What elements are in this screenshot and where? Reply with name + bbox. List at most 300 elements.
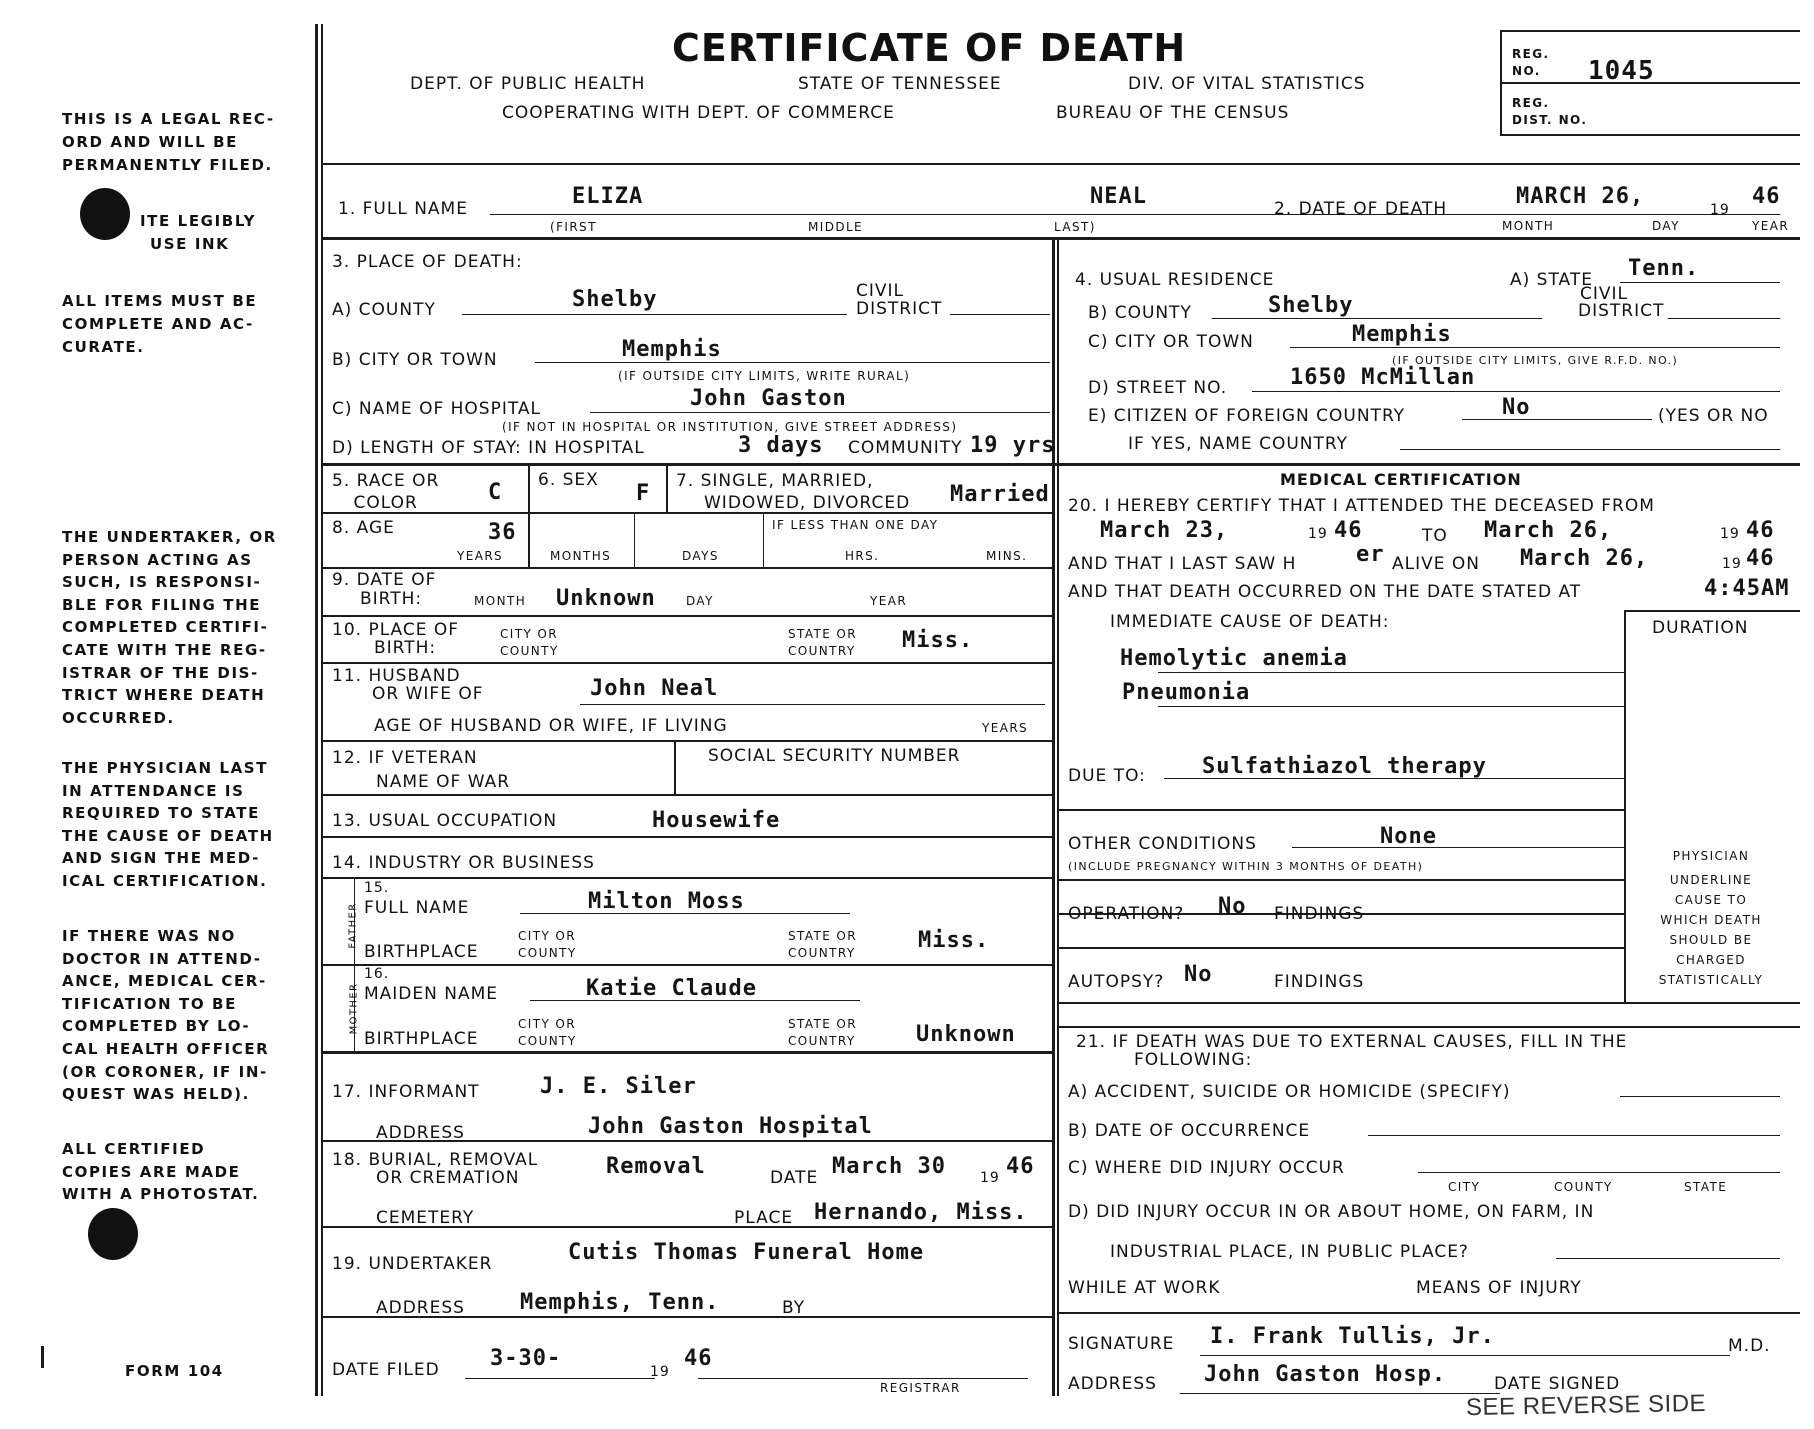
state-or-caption: STATE OR	[788, 627, 858, 641]
col-ssn	[674, 742, 676, 794]
operation-label: OPERATION?	[1068, 904, 1185, 924]
industry-label: 14. INDUSTRY OR BUSINESS	[332, 853, 595, 873]
mins-caption: MINS.	[986, 549, 1028, 563]
city-value: Memphis	[622, 337, 722, 362]
rule-occupation	[323, 836, 1053, 838]
less-than-day-caption: IF LESS THAN ONE DAY	[772, 518, 939, 532]
pob-caption-2: BIRTH:	[374, 638, 437, 658]
informant-address-label: ADDRESS	[376, 1123, 465, 1143]
burial-value: Removal	[606, 1154, 706, 1179]
undertaker-address-value: Memphis, Tenn.	[520, 1290, 720, 1315]
veteran-label	[332, 746, 510, 794]
res-city-label: C) CITY OR TOWN	[1088, 332, 1254, 352]
district-caption: DISTRICT	[856, 299, 943, 319]
ul-city	[535, 362, 1050, 363]
sex-value: F	[636, 481, 651, 506]
margin-line: TRICT WHERE DEATH	[62, 686, 266, 705]
rule-op-findings	[1059, 947, 1624, 949]
middle-caption: MIDDLE	[808, 220, 864, 234]
undertaker-label: 19. UNDERTAKER	[332, 1254, 493, 1274]
res-city-value: Memphis	[1352, 322, 1452, 347]
birth-state-value: Miss.	[902, 628, 974, 653]
margin-line: ALL CERTIFIED	[62, 1140, 206, 1158]
margin-line: ALL ITEMS MUST BE	[62, 292, 258, 310]
rule-veteran	[323, 794, 1053, 796]
place-of-death-label: 3. PLACE OF DEATH:	[332, 252, 523, 272]
operation-value: No	[1218, 894, 1247, 919]
citizen-value: No	[1502, 395, 1531, 420]
page-title: CERTIFICATE OF DEATH	[672, 26, 1187, 70]
ext-city-caption: CITY	[1448, 1180, 1481, 1194]
city-or-caption: CITY OR	[500, 627, 558, 641]
age-label: 8. AGE	[332, 518, 395, 538]
res-state-label: A) STATE	[1510, 270, 1593, 290]
ink-blot-bottom	[88, 1208, 138, 1260]
operation-findings-label: FINDINGS	[1274, 904, 1365, 924]
year-caption: YEAR	[1752, 219, 1790, 233]
county-caption: COUNTY	[518, 1034, 577, 1048]
alive-on-label: ALIVE ON	[1392, 554, 1480, 574]
rule-signature	[1059, 1312, 1800, 1314]
ext-state-caption: STATE	[1684, 1180, 1728, 1194]
rule-mother	[323, 1051, 1053, 1054]
street-label: D) STREET NO.	[1088, 378, 1228, 398]
county-caption: COUNTY	[518, 946, 577, 960]
while-at-work-label: WHILE AT WORK	[1068, 1278, 1221, 1298]
rule-pob	[323, 662, 1053, 664]
margin-line: CURATE.	[62, 338, 145, 356]
margin-line: ITE LEGIBLY	[140, 212, 257, 230]
city-or-caption: CITY OR	[518, 1017, 576, 1031]
death-19: 19	[1710, 202, 1730, 218]
district-caption: DISTRICT	[1578, 301, 1665, 321]
ext-b-label: B) DATE OF OCCURRENCE	[1068, 1121, 1311, 1141]
note-line: SHOULD BE	[1669, 933, 1753, 947]
full-name-label: 1. FULL NAME	[338, 199, 468, 219]
rule-place	[323, 463, 1800, 466]
citizen-label: E) CITIZEN OF FOREIGN COUNTRY	[1088, 406, 1406, 426]
see-reverse-stamp: SEE REVERSE SIDE	[1465, 1389, 1707, 1422]
note-line: STATISTICALLY	[1658, 973, 1764, 987]
margin-line: THIS IS A LEGAL REC-	[62, 110, 275, 128]
ul-district	[950, 314, 1050, 315]
by-label: BY	[782, 1298, 806, 1318]
md-label: M.D.	[1728, 1336, 1771, 1356]
county-label: A) COUNTY	[332, 300, 436, 320]
yes-no-label: (YES OR NO	[1658, 406, 1769, 426]
reg-dist-label: REG. DIST. NO.	[1512, 96, 1588, 127]
ul-cause2	[1158, 706, 1624, 707]
rule-due	[1059, 809, 1624, 811]
attend-from-value: March 23,	[1100, 518, 1229, 543]
means-of-injury-label: MEANS OF INJURY	[1416, 1278, 1582, 1298]
city-note: (IF OUTSIDE CITY LIMITS, WRITE RURAL)	[618, 369, 911, 383]
margin-line: CAL HEALTH OFFICER	[62, 1039, 270, 1058]
race-caption: 5. RACE OR	[332, 471, 440, 491]
note-line: PHYSICIAN	[1672, 849, 1750, 863]
duration-top	[1624, 610, 1800, 612]
alive-year: 46	[1746, 546, 1775, 571]
if-yes-label: IF YES, NAME COUNTRY	[1128, 434, 1348, 452]
father-birth-value: Miss.	[918, 928, 990, 953]
note-line: CAUSE TO	[1674, 893, 1748, 907]
mother-state-country	[788, 1016, 857, 1050]
margin-line: COMPLETE AND AC-	[62, 315, 254, 333]
date-filed-label: DATE FILED	[332, 1360, 440, 1380]
reg-box-top	[1500, 30, 1800, 32]
civil-caption: CIVIL	[1580, 284, 1628, 304]
ext-d-label-1: D) DID INJURY OCCUR IN OR ABOUT HOME, ON FARM, IN	[1068, 1202, 1595, 1222]
margin-all-items	[62, 290, 257, 359]
other-conditions-value: None	[1380, 824, 1437, 849]
autopsy-label: AUTOPSY?	[1068, 972, 1165, 992]
note-line: WHICH DEATH	[1660, 913, 1762, 927]
dob-day-caption: DAY	[686, 594, 714, 608]
duration-col	[1624, 610, 1626, 1002]
rule-spouse	[323, 740, 1053, 742]
maiden-name-label: MAIDEN NAME	[364, 984, 499, 1004]
burial-caption-1: 18. BURIAL, REMOVAL	[332, 1150, 539, 1170]
ul-res-district	[1668, 318, 1780, 319]
margin-line: COMPLETED CERTIFI-	[62, 618, 269, 637]
ul-ext-d	[1556, 1258, 1780, 1259]
dob-value: Unknown	[556, 586, 656, 611]
ul-cause1	[1158, 672, 1624, 673]
dob-label	[332, 571, 436, 609]
margin-line: PERMANENTLY FILED.	[62, 156, 273, 174]
ul-res-county	[1212, 318, 1542, 319]
margin-line: THE UNDERTAKER, OR	[62, 528, 277, 546]
attend-to-value: March 26,	[1484, 518, 1613, 543]
usual-residence-label: 4. USUAL RESIDENCE	[1075, 270, 1275, 290]
margin-line: OCCURRED.	[62, 708, 175, 727]
margin-line: IF THERE WAS NO	[62, 927, 236, 945]
registrar-caption: REGISTRAR	[880, 1381, 961, 1395]
margin-physician-note	[62, 757, 274, 893]
to-label: TO	[1422, 526, 1448, 546]
signature-value: I. Frank Tullis, Jr.	[1210, 1324, 1495, 1349]
dob-caption-1: 9. DATE OF	[332, 570, 437, 590]
rule-dob	[323, 615, 1053, 617]
margin-line: ISTRAR OF THE DIS-	[62, 663, 259, 682]
ext-county-caption: COUNTY	[1554, 1180, 1613, 1194]
due-to-value: Sulfathiazol therapy	[1202, 754, 1487, 779]
autopsy-value: No	[1184, 962, 1213, 987]
form-number: FORM 104	[125, 1362, 224, 1380]
attend-from-year: 46	[1334, 518, 1363, 543]
length-of-stay-label: D) LENGTH OF STAY: IN HOSPITAL	[332, 438, 645, 458]
day-caption: DAY	[1652, 219, 1680, 233]
ext-d-label-2: INDUSTRIAL PLACE, IN PUBLIC PLACE?	[1110, 1242, 1469, 1262]
burial-label	[332, 1151, 538, 1187]
margin-line: WITH A PHOTOSTAT.	[62, 1185, 260, 1204]
race-value: C	[488, 480, 503, 505]
country-caption: COUNTRY	[788, 946, 856, 960]
spouse-label	[332, 667, 484, 703]
margin-line: (OR CORONER, IF IN-	[62, 1062, 268, 1081]
marital-caption-1: 7. SINGLE, MARRIED,	[676, 471, 874, 491]
cause2-value: Pneumonia	[1122, 680, 1251, 705]
years-caption: YEARS	[457, 549, 504, 563]
country-caption: COUNTRY	[788, 644, 856, 658]
pob-state-country	[788, 626, 857, 660]
duration-label: DURATION	[1652, 618, 1749, 638]
marital-caption-2: WIDOWED, DIVORCED	[704, 493, 911, 513]
state-label: STATE OF TENNESSEE	[798, 74, 1002, 94]
state-or-caption: STATE OR	[788, 1017, 858, 1031]
place-label: PLACE	[734, 1208, 794, 1228]
occupation-value: Housewife	[652, 808, 781, 833]
ul-ext-b	[1368, 1135, 1780, 1136]
physician-underline-note	[1636, 846, 1786, 990]
hospital-label: C) NAME OF HOSPITAL	[332, 399, 542, 419]
stay-days-value: 3 days	[738, 433, 824, 458]
note-line: UNDERLINE	[1669, 873, 1753, 887]
informant-address-value: John Gaston Hospital	[588, 1114, 873, 1139]
date-of-death-label: 2. DATE OF DEATH	[1274, 199, 1448, 219]
burial-date-label: DATE	[770, 1168, 819, 1188]
margin-undertaker-note	[62, 526, 277, 729]
ul-ext-c	[1418, 1172, 1780, 1173]
mother-caption: MOTHER	[348, 982, 360, 1035]
age-value: 36	[488, 520, 517, 545]
ul-phys-address	[1180, 1393, 1500, 1394]
civil-caption: CIVIL	[856, 281, 904, 301]
burial-caption-2: OR CREMATION	[376, 1168, 520, 1188]
due-to-label: DUE TO:	[1068, 766, 1146, 786]
days-caption: DAYS	[682, 549, 719, 563]
rule-name	[323, 237, 1800, 240]
attend-to-year: 46	[1746, 518, 1775, 543]
pob-label	[332, 621, 459, 657]
dob-month-caption: MONTH	[474, 594, 527, 608]
death-year-value: 46	[1752, 184, 1781, 209]
margin-line: AND SIGN THE MED-	[62, 849, 260, 868]
hospital-value: John Gaston	[690, 386, 847, 411]
margin-line: THE CAUSE OF DEATH	[62, 826, 274, 845]
ul-date	[1497, 214, 1780, 215]
reg-box-bottom	[1500, 134, 1800, 136]
informant-label: 17. INFORMANT	[332, 1082, 480, 1102]
spouse-years-caption: YEARS	[982, 721, 1029, 735]
res-state-value: Tenn.	[1628, 256, 1700, 281]
scan-mark	[41, 1346, 44, 1368]
margin-line: THE PHYSICIAN LAST	[62, 759, 269, 777]
spouse-value: John Neal	[590, 676, 719, 701]
margin-line: USE INK	[150, 235, 230, 253]
city-label: B) CITY OR TOWN	[332, 350, 498, 370]
dob-year-caption: YEAR	[870, 594, 908, 608]
col-days	[634, 514, 635, 567]
margin-line: QUEST WAS HELD).	[62, 1085, 250, 1104]
occurred-label: AND THAT DEATH OCCURRED ON THE DATE STATED AT	[1068, 582, 1582, 602]
col-months	[528, 514, 529, 567]
last-caption: LAST)	[1054, 220, 1096, 234]
community-label: COMMUNITY	[848, 438, 963, 458]
ul-res-city	[1290, 347, 1780, 348]
rule-industry	[323, 877, 1053, 879]
place-value: Hernando, Miss.	[814, 1200, 1028, 1225]
reg-no-value: 1045	[1588, 56, 1655, 86]
rule-external	[1059, 1026, 1800, 1028]
pregnancy-note: (INCLUDE PREGNANCY WITHIN 3 MONTHS OF DEATH)	[1068, 860, 1424, 873]
ul-county	[462, 314, 847, 315]
margin-line: COPIES ARE MADE	[62, 1162, 241, 1181]
ul-filed	[465, 1378, 655, 1379]
margin-line: ANCE, MEDICAL CER-	[62, 972, 267, 991]
filed-date-value: 3-30-	[490, 1346, 562, 1371]
immediate-cause-label: IMMEDIATE CAUSE OF DEATH:	[1110, 612, 1390, 632]
cause1-value: Hemolytic anemia	[1120, 646, 1348, 671]
attend-from-19: 19	[1308, 526, 1328, 542]
signature-label: SIGNATURE	[1068, 1334, 1175, 1354]
civil-district-label	[856, 282, 942, 318]
autopsy-findings-label: FINDINGS	[1274, 972, 1365, 992]
physician-address-value: John Gaston Hosp.	[1204, 1362, 1447, 1387]
rule-father	[323, 964, 1053, 966]
certify-label: 20. I HEREBY CERTIFY THAT I ATTENDED THE DECEASED FROM	[1068, 496, 1655, 516]
date-signed-label: DATE SIGNED	[1494, 1374, 1621, 1394]
burial-year-value: 46	[1006, 1154, 1035, 1179]
res-city-note: (IF OUTSIDE CITY LIMITS, GIVE R.F.D. NO.)	[1392, 354, 1679, 367]
death-date-value: MARCH 26,	[1516, 184, 1645, 209]
margin-line: ICAL CERTIFICATION.	[62, 871, 268, 890]
first-caption: (FIRST	[550, 220, 597, 234]
ul-ext-a	[1620, 1096, 1780, 1097]
pob-caption-1: 10. PLACE OF	[332, 620, 460, 640]
margin-line: SUCH, IS RESPONSI-	[62, 573, 262, 592]
margin-line: ORD AND WILL BE	[62, 133, 238, 151]
rule-top	[323, 163, 1800, 165]
margin-line: BLE FOR FILING THE	[62, 595, 262, 614]
veteran-caption-1: 12. IF VETERAN	[332, 748, 478, 768]
father-state-country	[788, 928, 857, 962]
maiden-name-value: Katie Claude	[586, 976, 757, 1001]
ext-c-label: C) WHERE DID INJURY OCCUR	[1068, 1158, 1345, 1178]
ul-signature	[1200, 1355, 1730, 1356]
filed-19: 19	[650, 1364, 670, 1380]
attend-to-19: 19	[1720, 526, 1740, 542]
physician-address-label: ADDRESS	[1068, 1374, 1157, 1394]
ul-registrar	[698, 1378, 1028, 1379]
ul-citizen	[1462, 419, 1652, 420]
ul-res-state	[1620, 282, 1780, 283]
country-caption: COUNTRY	[788, 1034, 856, 1048]
rule-other	[1059, 879, 1624, 881]
mother-city-county	[518, 1016, 577, 1050]
margin-certified-note	[62, 1138, 259, 1206]
alive-19: 19	[1722, 556, 1742, 572]
dob-caption-2: BIRTH:	[360, 589, 423, 609]
state-or-caption: STATE OR	[788, 929, 858, 943]
cemetery-label: CEMETERY	[376, 1208, 475, 1228]
street-value: 1650 McMillan	[1290, 365, 1476, 390]
if-yes-clip	[1056, 432, 1800, 452]
margin-line: COMPLETED BY LO-	[62, 1017, 251, 1036]
res-county-value: Shelby	[1268, 293, 1354, 318]
city-or-caption: CITY OR	[518, 929, 576, 943]
other-conditions-label: OTHER CONDITIONS	[1068, 834, 1257, 854]
res-county-label: B) COUNTY	[1088, 303, 1192, 323]
margin-line: PERSON ACTING AS	[62, 550, 253, 569]
division-label: DIV. OF VITAL STATISTICS	[1128, 74, 1366, 94]
burial-date-value: March 30	[832, 1154, 946, 1179]
marital-value: Married	[950, 482, 1050, 507]
spouse-age-label: AGE OF HUSBAND OR WIFE, IF LIVING	[374, 716, 728, 736]
medical-cert-heading: MEDICAL CERTIFICATION	[1280, 470, 1522, 489]
county-value: Shelby	[572, 287, 658, 312]
ink-blot-top	[80, 188, 130, 240]
col-marital	[666, 466, 668, 512]
marital-label	[676, 470, 910, 514]
margin-line: CATE WITH THE REG-	[62, 640, 267, 659]
filed-year-value: 46	[684, 1346, 713, 1371]
external-label-2: FOLLOWING:	[1134, 1050, 1253, 1070]
ext-a-label: A) ACCIDENT, SUICIDE OR HOMICIDE (SPECIFY)	[1068, 1082, 1511, 1102]
last-saw-value: er	[1356, 542, 1385, 567]
father-name-label: FULL NAME	[364, 898, 470, 918]
hospital-note: (IF NOT IN HOSPITAL OR INSTITUTION, GIVE STREET ADDRESS)	[502, 420, 958, 434]
father-birthplace-label: BIRTHPLACE	[364, 942, 479, 962]
burial-19: 19	[980, 1170, 1000, 1186]
mother-birthplace-label: BIRTHPLACE	[364, 1029, 479, 1049]
center-divider	[1052, 240, 1055, 1396]
race-label	[332, 470, 439, 514]
margin-line: DOCTOR IN ATTEND-	[62, 949, 262, 968]
reg-no-label: REG. NO.	[1512, 47, 1550, 78]
occupation-label: 13. USUAL OCCUPATION	[332, 811, 558, 831]
center-divider-inner	[1057, 240, 1059, 1396]
color-caption: COLOR	[353, 493, 418, 513]
sex-label: 6. SEX	[538, 470, 599, 490]
left-border	[315, 24, 318, 1396]
margin-line: REQUIRED TO STATE	[62, 804, 260, 823]
ul-other	[1292, 847, 1624, 848]
ul-street	[1252, 391, 1780, 392]
hrs-caption: HRS.	[845, 549, 880, 563]
father-city-county	[518, 928, 577, 962]
stay-community-value: 19 yrs	[970, 433, 1056, 458]
last-saw-label: AND THAT I LAST SAW H	[1068, 554, 1297, 574]
undertaker-address-label: ADDRESS	[376, 1298, 465, 1318]
margin-write-legibly	[140, 210, 256, 256]
time-value: 4:45AM	[1704, 576, 1790, 601]
col-hrs	[763, 514, 764, 567]
margin-no-doctor-note	[62, 925, 269, 1106]
months-caption: MONTHS	[550, 549, 612, 563]
res-civil-district-label	[1578, 286, 1664, 320]
bureau-label: BUREAU OF THE CENSUS	[1056, 103, 1290, 123]
item-16: 16.	[364, 966, 390, 982]
rule-autopsy	[1059, 1002, 1800, 1004]
cooperating-label: COOPERATING WITH DEPT. OF COMMERCE	[502, 103, 895, 123]
note-line: CHARGED	[1676, 953, 1746, 967]
ssn-label: SOCIAL SECURITY NUMBER	[708, 746, 961, 766]
county-caption: COUNTY	[500, 644, 559, 658]
month-caption: MONTH	[1502, 219, 1555, 233]
husband-caption-2: OR WIFE OF	[372, 684, 484, 704]
mother-birth-value: Unknown	[916, 1022, 1016, 1047]
item-15: 15.	[364, 880, 390, 896]
husband-caption-1: 11. HUSBAND	[332, 666, 461, 686]
informant-value: J. E. Siler	[540, 1074, 697, 1099]
last-name-value: NEAL	[1090, 184, 1147, 209]
undertaker-value: Cutis Thomas Funeral Home	[568, 1240, 925, 1265]
pob-city-county	[500, 626, 559, 660]
ul-hospital	[590, 412, 1050, 413]
veteran-caption-2: NAME OF WAR	[376, 772, 511, 792]
dept-label: DEPT. OF PUBLIC HEALTH	[410, 74, 646, 94]
